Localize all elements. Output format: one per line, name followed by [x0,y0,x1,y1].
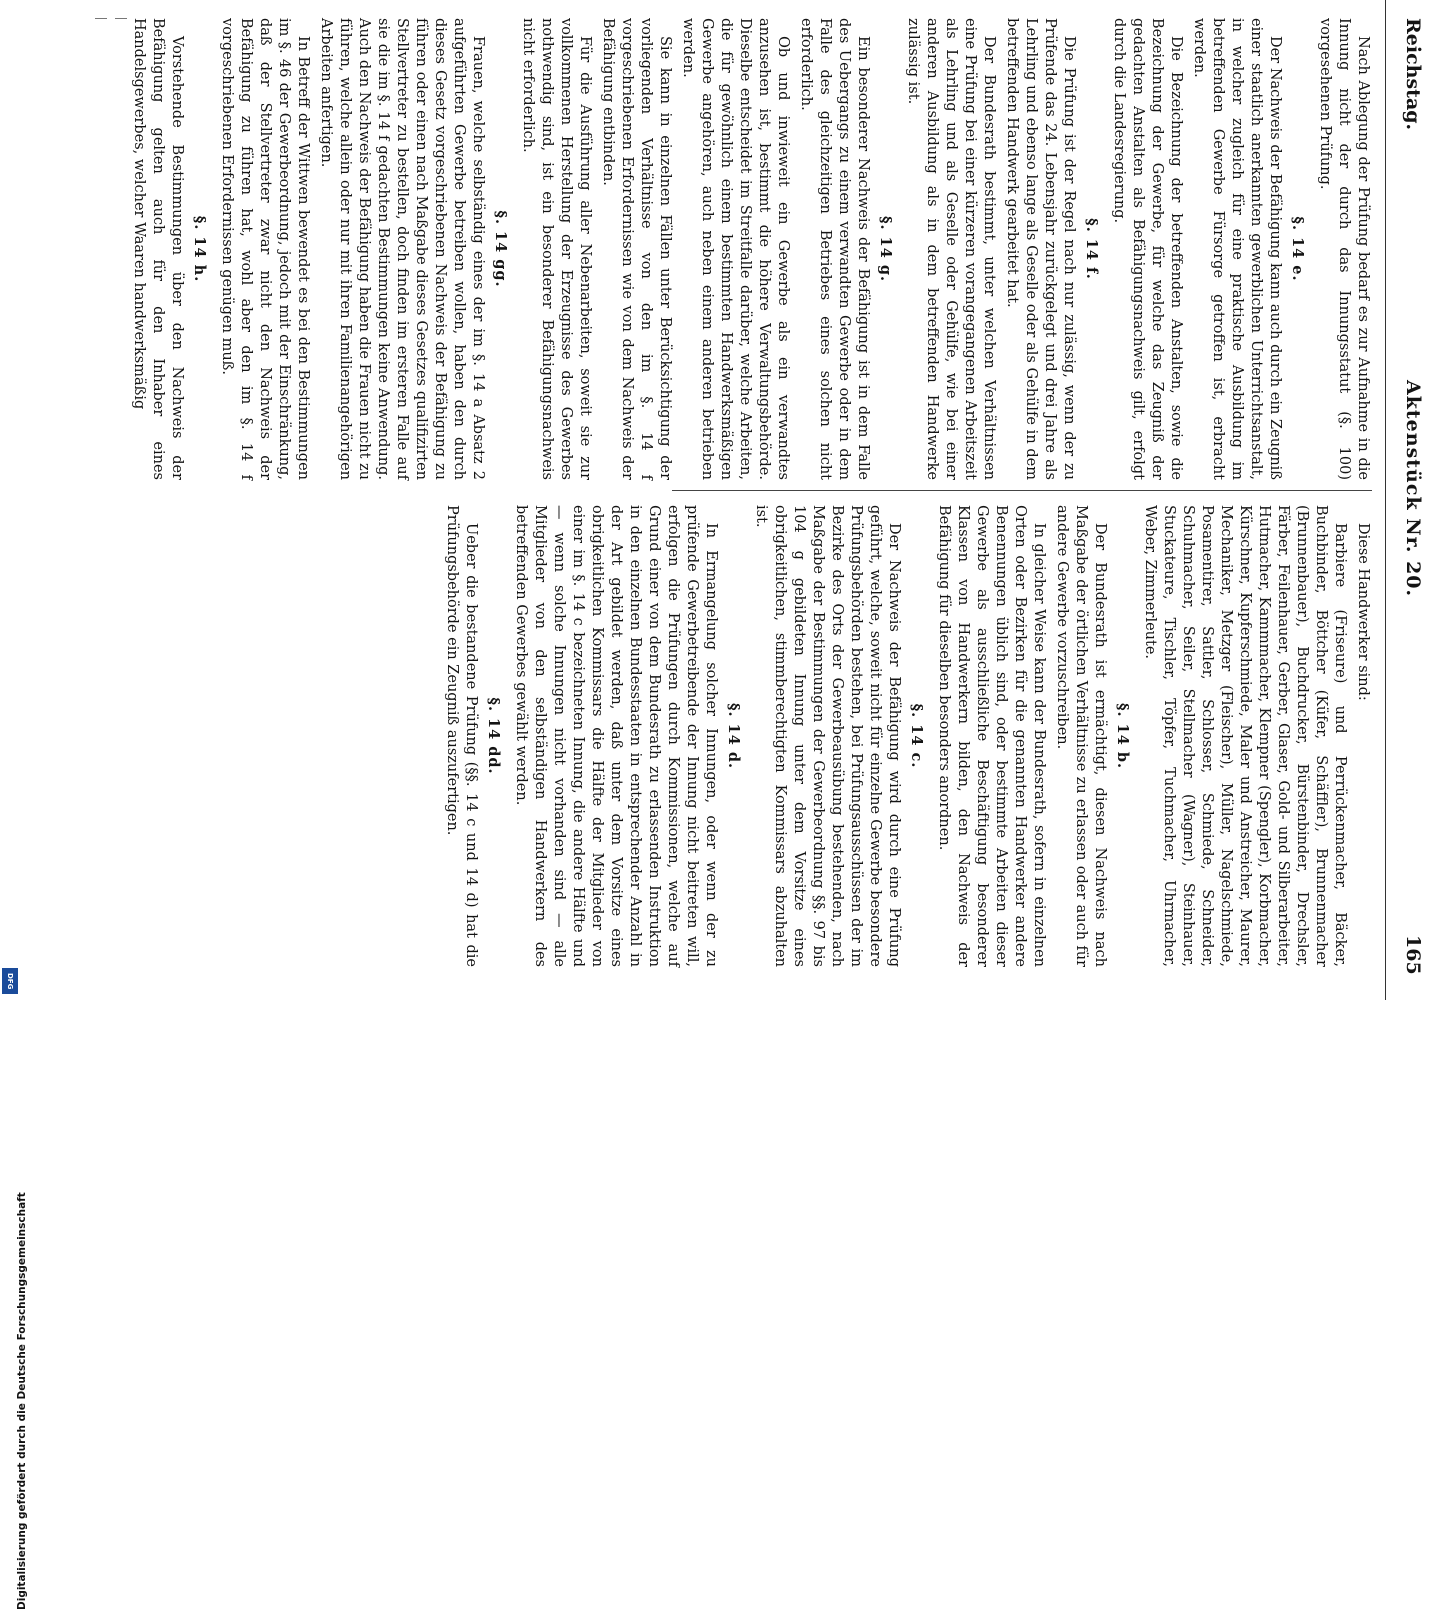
rotated-page-content [132,0,1432,1000]
section-heading: §. 14 h. [191,215,208,283]
paragraph: Nach Ablegung der Prüfung bedarf es zur Aufnahme in die Innung nicht der durch das Innungsstatut (§. 100) vorgesehenen Prüfung. [1317,18,1371,480]
paragraph: Ein besonderer Nachweis der Befähigung ist in dem Falle des Uebergangs zu einem verwandten Gewerbe oder in dem Falle des gleichzeitigen Betriebes eines solchen nicht erforderlich. [798,18,871,480]
paragraph: Die Bezeichnung der betreffenden Anstalten, sowie die Bezeichnung der Gewerbe, für welche das Zeugniß der gedachten Anstalten als Befähigungsnachweis gilt, erfolgt durch die Landesregierung. [1111,18,1184,480]
section-heading: §. 14 d. [725,702,742,770]
paragraph: Für die Ausführung aller Nebenarbeiten, soweit sie zur vollkommenen Herstellung der Erzeugnisse des Gewerbes nothwendig sind, ist ein besonderer Befähigungsnachweis nicht erforderlich. [520,18,593,480]
paragraph: Der Nachweis der Befähigung wird durch eine Prüfung geführt, welche, soweit nicht für einzelne Gewerbe besondere Prüfungsbehörden bestehen, bei Prüfungsausschüssen der im Bezirke des Orts der Gewerbeausübung bestehenden, nach Maßgabe der Bestimmungen der Gewerbeordnung §§. 97 bis 104 g gebildeten Innung unter dem Vorsitze eines obrigkeitlichen, stimmberechtigten Kommissars abzuhalten ist. [753,505,902,967]
section-heading: §. 14 e. [1289,216,1306,282]
section-heading: §. 14 gg. [492,210,509,288]
header-rule [1385,0,1386,1000]
digitization-sidebar [2,612,28,1610]
running-header [1392,0,1432,1000]
column-left [125,18,1372,480]
page-number: 165 [1402,935,1424,975]
column-divider [672,490,1372,491]
paragraph: Frauen, welche selbständig eines der im §. 14 a Absatz 2 aufgeführten Gewerbe betreiben wollen, haben den durch dieses Gesetz vorgeschriebenen Nachweis der Befähigung zu führen oder einen nach Maßgabe dieses Gesetzes qualifizirten Stellvertreter zu bestellen, doch finden im ersteren Falle auf sie die im §. 14 f gedachten Bestimmungen keine Anwendung. Auch den Nachweis der Befähigung haben die Frauen nicht zu führen, welche allein oder nur mit ihren Familienangehörigen Arbeiten anfertigen. [318,18,486,480]
column-right [438,505,1372,967]
paragraph: In Betreff der Wittwen bewendet es bei den Bestimmungen im §. 46 der Gewerbeordnung, jedoch mit der Einschränkung, daß der Stellvertreter zwar nicht den Nachweis der Befähigung zu führen hat, wohl aber den im §. 14 f vorgeschriebenen Erfordernissen genügen muß. [219,18,311,480]
paragraph: In gleicher Weise kann der Bundesrath, sofern in einzelnen Orten oder Bezirken für die genannten Handwerker andere Benennungen üblich sind, oder bestimmte Arbeiten dieser Gewerbe als ausschließliche Beschäftigung besonderer Klassen von Handwerkern bilden, den Nachweis der Befähigung für dieselben besonders anordnen. [936,505,1047,967]
paragraph: Ob und inwieweit ein Gewerbe als ein verwandtes anzusehen ist, bestimmt die höhere Verwaltungsbehörde. Dieselbe entscheidet im Streitfalle darüber, welche Arbeiten, die für gewöhnlich einem bestimmten Handwerksmäßigen Gewerbe angehören, auch neben einem anderen betrieben werden. [680,18,791,480]
section-heading: §. 14 b. [1114,702,1131,770]
paragraph: Barbiere (Friseure) und Perrückenmacher, Bäcker, Buchbinder, Böttcher (Küfer, Schäffler), Brunnenmacher (Brunnenbauer), Buchdrucker, Bürstenbinder, Drechsler, Färber, Feilenhauer, Gerber, Glaser, Gold- und Silberarbeiter, Hutmacher, Kammmacher, Klempner (Spengler), Korbmacher, Kürschner, Kupferschmiede, Maler und Anstreicher, Maurer, Mechaniker, Metzger (Fleischer), Müller, Nagelschmiede, Posamentirer, Sattler, Schlosser, Schmiede, Schneider, Schuhmacher, Seiler, Stellmacher (Wagner), Steinhauer, Stuckateure, Tischler, Töpfer, Tuchmacher, Uhrmacher, Weber, Zimmerleute. [1142,505,1348,967]
paragraph: Die Prüfung ist der Regel nach nur zulässig, wenn der zu Prüfende das 24. Lebensjahr zurückgelegt und drei Jahre als Lehrling und ebenso lange als Geselle oder als Gehülfe in dem betreffenden Handwerk gearbeitet hat. [1004,18,1077,480]
paragraph: Sie kann in einzelnen Fällen unter Berücksichtigung der vorliegenden Verhältnisse von den im §. 14 f vorgeschriebenen Erfordernissen wie von dem Nachweis der Befähigung entbinden. [600,18,673,480]
dfg-logo: DFG [2,968,18,994]
paragraph: In Ermangelung solcher Innungen, oder wenn der zu prüfende Gewerbetreibende der Innung nicht beitreten will, erfolgen die Prüfungen durch Kommissionen, welche auf Grund einer von dem Bundesrath zu erlassenden Instruktion in den einzelnen Bundesstaaten in entsprechender Anzahl in der Art gebildet werden, daß unter dem Vorsitze eines obrigkeitlichen Kommissars die Hälfte der Mitglieder von einer im §. 14 c bezeichneten Innung, die andere Hälfte und — wenn solche Innungen nicht vorhanden sind — alle Mitglieder von den selbständigen Handwerkern des betreffenden Gewerbes gewählt werden. [513,505,719,967]
header-title: Aktenstück Nr. 20. [1402,380,1424,598]
paragraph: Vorstehende Bestimmungen über den Nachweis der Befähigung gelten auch für den Inhaber eines Handelsgewerbes, welcher Waaren handwerksmäßig [131,18,185,480]
paragraph: Ueber die bestandene Prüfung (§§. 14 c und 14 d) hat die Prüfungsbehörde ein Zeugniß auszufertigen. [444,505,479,967]
paragraph: Diese Handwerker sind: [1355,523,1371,701]
section-heading: §. 14 dd. [485,697,502,775]
digitization-credit: Digitalisierung gefördert durch die Deutsche Forschungsgemeinschaft [16,1192,28,1610]
section-heading: §. 14 f. [1083,218,1100,280]
header-left: Reichstag. [1402,18,1424,131]
paragraph: Der Bundesrath ist ermächtigt, diesen Nachweis nach Maßgabe der örtlichen Verhältnisse zu erlassen oder auch für andere Gewerbe vorzuschreiben. [1054,505,1108,967]
paragraph: Der Nachweis der Befähigung kann auch durch ein Zeugniß einer staatlich anerkannten gewerblichen Unterrichtsanstalt, in welcher zugleich für eine praktische Ausbildung im betreffenden Gewerbe Fürsorge getroffen ist, erbracht werden. [1191,18,1283,480]
section-heading: §. 14 g. [877,215,894,283]
paragraph: Der Bundesrath bestimmt, unter welchen Verhältnissen eine Prüfung bei einer kürzeren vorangegangenen Arbeitszeit als Lehrling und als Geselle oder Gehülfe, wie bei einer anderen Ausbildung als in dem betreffenden Handwerke zulässig ist. [905,18,997,480]
section-heading: §. 14 c. [908,703,925,769]
